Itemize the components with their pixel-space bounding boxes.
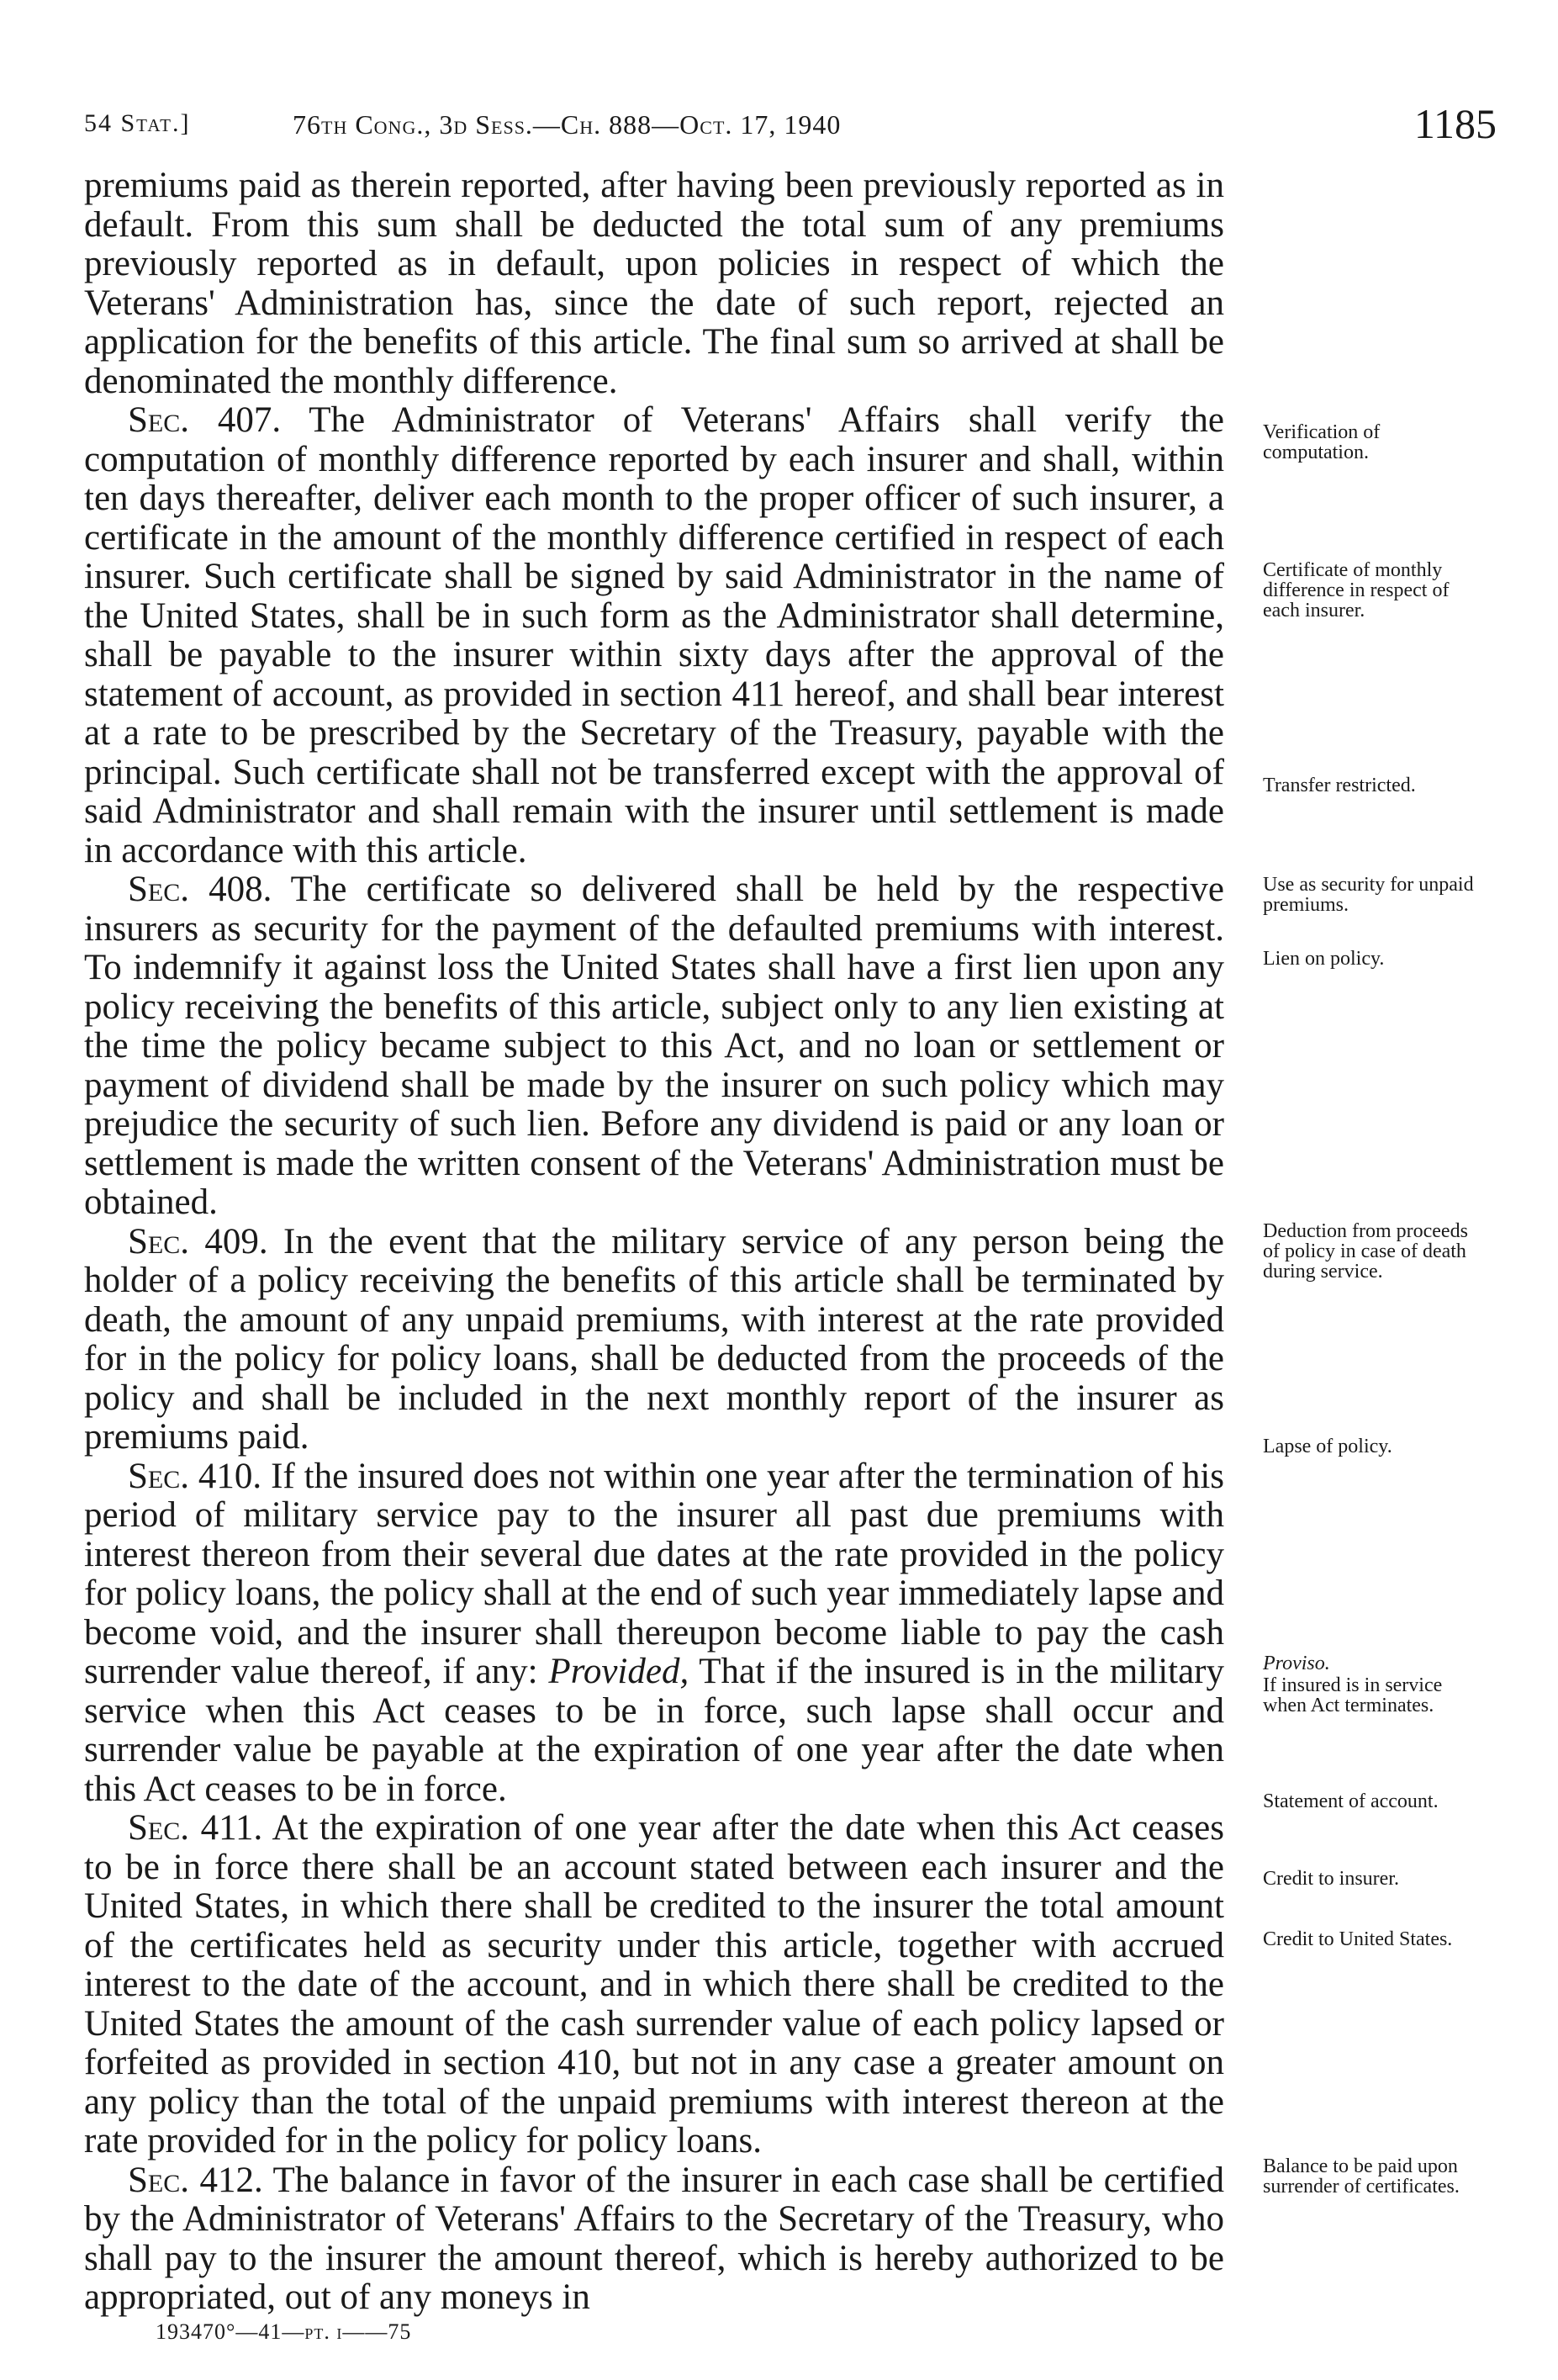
margin-note-certificate: Certificate of monthly difference in respect of each insurer.	[1263, 559, 1450, 621]
section-label: Sec. 411.	[128, 1808, 263, 1848]
section-411	[84, 1809, 1224, 2161]
margin-note-proviso: Proviso.	[1263, 1653, 1330, 1674]
section-text: At the expiration of one year after the date when this Act ceases to be in force there shall be an account stated between each insurer and the United States, in which there shall be credited to the insurer the total amount of the certificates held as security under this article, together with accrued interest to the date of the account, and in which there shall be credited to the United States the amount of the cash surrender value of each policy lapsed or forfeited as provided in section 410, but not in any case a greater amount on any policy than the total of the unpaid premiums with interest thereon at the rate provided for in the policy for policy loans.	[84, 1808, 1224, 2161]
running-header	[84, 99, 1497, 150]
section-410	[84, 1457, 1224, 1810]
margin-note-transfer: Transfer restricted.	[1263, 775, 1416, 796]
margin-note-if-insured: If insured is in service when Act terminates.	[1263, 1674, 1443, 1716]
section-label: Sec. 408.	[128, 870, 272, 909]
margin-note-lapse: Lapse of policy.	[1263, 1436, 1392, 1457]
margin-note-credit-us: Credit to United States.	[1263, 1928, 1453, 1950]
margin-note-verification: Verification of computation.	[1263, 421, 1381, 463]
statute-volume-reference: 54 Stat.]	[84, 109, 191, 137]
section-text: The certificate so delivered shall be held by the respective insurers as security for the payment of the defaulted premiums with interest. To indemnify it against loss the United States shall have a first lien upon any policy receiving the benefits of this article, subject only to any lien existing at the time the policy became subject to this Act, and no loan or settlement or payment of dividend shall be made by the insurer on such policy which may prejudice the security of such lien. Before any dividend is paid or any loan or settlement is made the written consent of the Veterans' Administration must be obtained.	[84, 870, 1224, 1222]
section-text: If the insured does not within one year after the termination of his period of military service pay to the insurer all past due premiums with interest thereon from their several due dates at the rate provided in the policy for policy loans, the policy shall at the end of such year immediately lapse and become void, and the insurer shall thereupon become liable to pay the cash surrender value thereof, if any:	[84, 1456, 1225, 1691]
section-label: Sec. 412.	[128, 2160, 263, 2200]
margin-note-balance: Balance to be paid upon surrender of certificates.	[1263, 2155, 1460, 2198]
section-label: Sec. 410.	[128, 1456, 262, 1496]
margin-note-credit-insurer: Credit to insurer.	[1263, 1868, 1399, 1890]
section-label: Sec. 407.	[128, 400, 282, 440]
section-408	[84, 870, 1224, 1223]
margin-note-use-security: Use as security for unpaid premiums.	[1263, 874, 1474, 916]
section-label: Sec. 409.	[128, 1221, 268, 1261]
margin-note-statement: Statement of account.	[1263, 1790, 1439, 1812]
section-412	[84, 2161, 1224, 2318]
section-text-continued: That if the insured is in the military service when this Act ceases to be in force, such lapse shall occur and surrender value be payable at the expiration of one year after the date when this Act ceases to be in force.	[84, 1652, 1224, 1809]
continued-paragraph: premiums paid as therein reported, after having been previously reported as in default. From this sum shall be deducted the total sum of any premiums previously reported as in default, upon policies in respect of which the Veterans' Administration has, since the date of such report, rejected an application for the benefits of this article. The final sum so arrived at shall be denominated the monthly difference.	[84, 166, 1224, 401]
section-text: The balance in favor of the insurer in each case shall be certified by the Administrator of Veterans' Affairs to the Secretary of the Treasury, who shall pay to the insurer the amount thereof, which is hereby authorized to be appropriated, out of any moneys in	[84, 2160, 1224, 2317]
section-text: In the event that the military service of any person being the holder of a policy receiving the benefits of this article shall be terminated by death, the amount of any unpaid premiums, with interest at the rate provided for in the policy for policy loans, shall be deducted from the proceeds of the policy and shall be included in the next monthly report of the insurer as premiums paid.	[84, 1221, 1225, 1457]
margin-note-deduction: Deduction from proceeds of policy in case of death during service.	[1263, 1220, 1468, 1283]
print-code-footer: 193470°—41—pt. i——75	[156, 2319, 412, 2344]
section-text: The Administrator of Veterans' Affairs shall verify the computation of monthly difference reported by each insurer and shall, within ten days thereafter, deliver each month to the proper officer of such insurer, a certificate in the amount of the monthly difference certified in respect of each insurer. Such certificate shall be signed by said Administrator in the name of the United States, shall be in such form as the Administrator shall determine, shall be payable to the insurer within sixty days after the approval of the statement of account, as provided in section 411 hereof, and shall bear interest at a rate to be prescribed by the Secretary of the Treasury, payable with the principal. Such certificate shall not be transferred except with the approval of said Administrator and shall remain with the insurer until settlement is made in accordance with this article.	[84, 400, 1225, 870]
statute-text-column	[84, 167, 1224, 2318]
section-409	[84, 1223, 1224, 1457]
margin-note-lien: Lien on policy.	[1263, 948, 1385, 970]
page-number: 1185	[1413, 100, 1497, 147]
congress-session-chapter-date: 76th Cong., 3d Sess.—Ch. 888—Oct. 17, 1940	[293, 109, 842, 140]
proviso-keyword: Provided,	[548, 1652, 689, 1691]
section-407	[84, 401, 1224, 870]
